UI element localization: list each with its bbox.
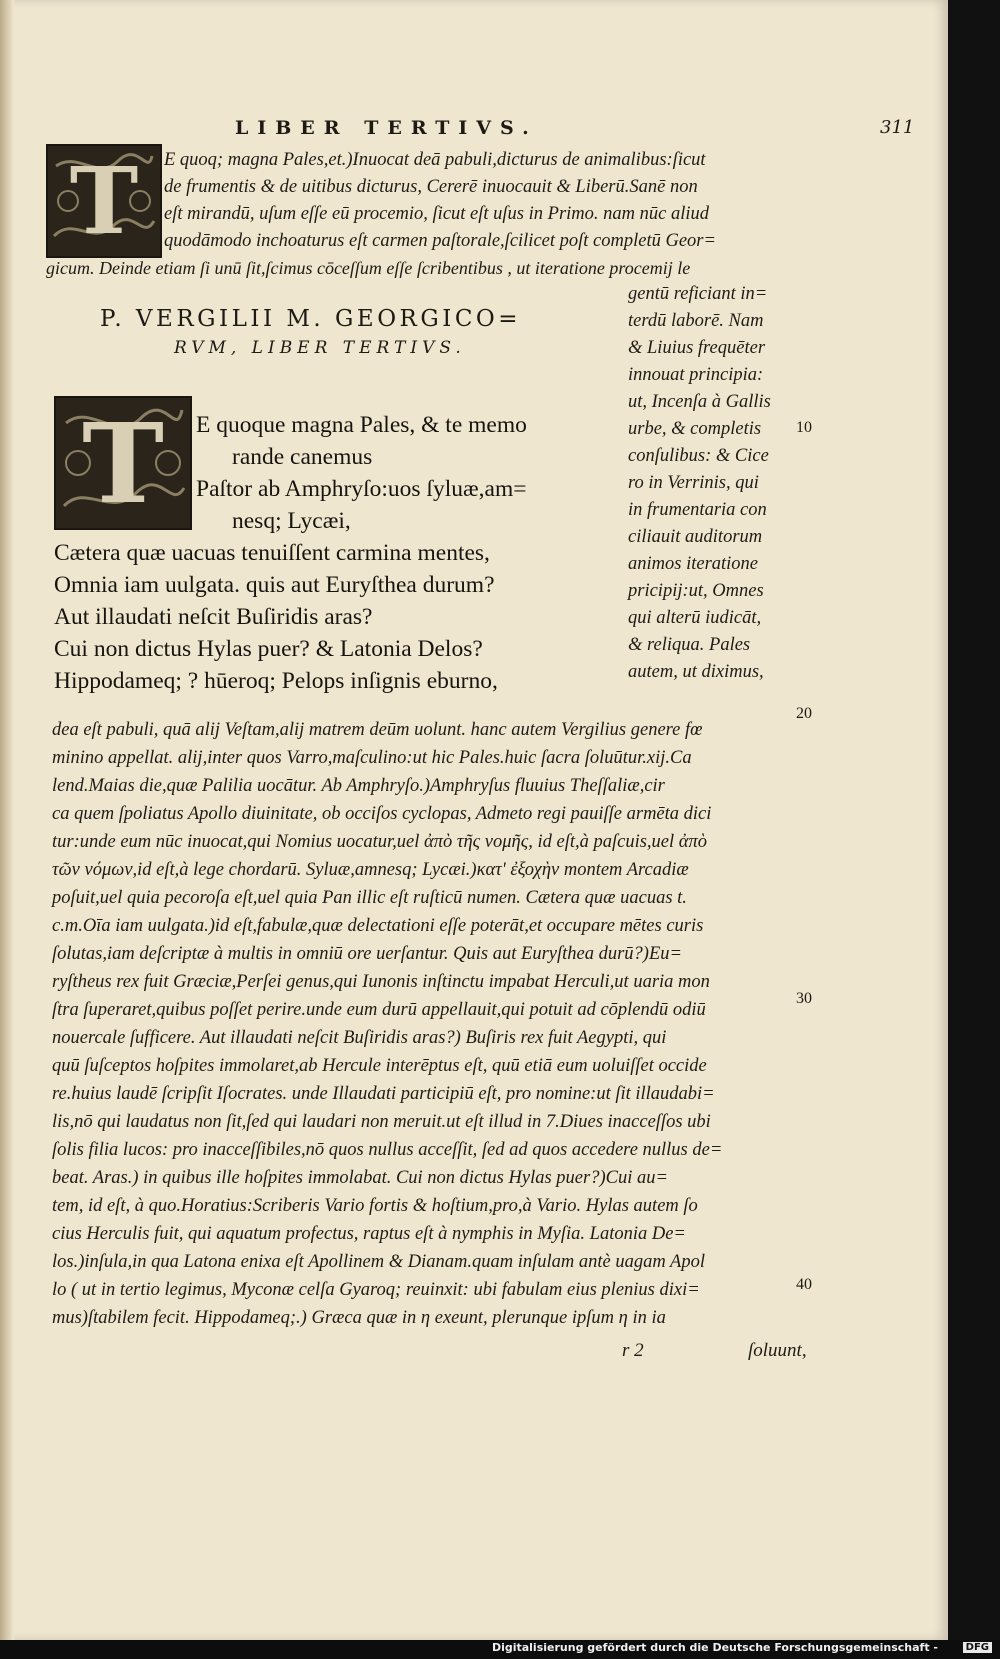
decorated-initial-commentary bbox=[46, 144, 162, 258]
side-commentary-line: ro in Verrinis, qui bbox=[628, 473, 759, 493]
commentary-line: ſolutas,iam deſcriptæ à multis in omniū ore uerſantur. Quis aut Euryſthea durū?)Eu= bbox=[52, 944, 682, 964]
commentary-line: tur:unde eum nūc inuocat,qui Nomius uocatur,uel ἀπὸ τῆς νομῆς, id eſt,à paſcuis,uel ἀπὸ bbox=[52, 832, 708, 852]
commentary-line: lo ( ut in tertio legimus, Myconæ celſa Gyaroq; reuinxit: ubi fabulam eius plenius dixi= bbox=[52, 1280, 700, 1300]
commentary-top-line-4: quodāmodo inchoaturus eſt carmen paſtorale,ſcilicet poſt completū Geor= bbox=[164, 231, 716, 251]
commentary-top-line-3: eſt mirandū, uſum eſſe eū procemio, ſicut eſt uſus in Primo. nam nūc aliud bbox=[164, 204, 709, 224]
side-commentary-line: in frumentaria con bbox=[628, 500, 767, 520]
side-commentary-line: ciliauit auditorum bbox=[628, 527, 763, 547]
commentary-line: ca quem ſpoliatus Apollo diuinitate, ob occiſos cyclopas, Admeto regi pauiſſe armēta dici bbox=[52, 804, 712, 824]
side-commentary-line: terdū laborē. Nam bbox=[628, 311, 764, 331]
side-commentary-line: & reliqua. Pales bbox=[628, 635, 751, 655]
side-commentary-line: urbe, & completis bbox=[628, 419, 762, 439]
funding-credit: Digitalisierung gefördert durch die Deutsche Forschungsgemeinschaft - bbox=[491, 1641, 938, 1654]
folio-number: 311 bbox=[880, 117, 915, 138]
line-number: 40 bbox=[796, 1276, 812, 1293]
verse-line-6: Omnia iam uulgata. quis aut Euryſthea durum? bbox=[54, 572, 495, 598]
line-number: 20 bbox=[796, 705, 812, 722]
commentary-line: lis,nō qui laudatus non ſit,ſed qui laudari non meruit.ut eſt illud in 7.Diues inacceſſos ubi bbox=[52, 1112, 711, 1132]
line-number: 10 bbox=[796, 419, 812, 436]
side-commentary-line: ut, Incenſa à Gallis bbox=[628, 392, 771, 412]
commentary-line: los.)inſula,in qua Latona enixa eſt Apollinem & Dianam.quam inſulam antè uagam Apol bbox=[52, 1252, 705, 1272]
commentary-line: cius Herculis fuit, qui aquatum profectus, raptus eſt à nymphis in Myſia. Latonia De= bbox=[52, 1224, 686, 1244]
commentary-top-line-5: gicum. Deinde etiam ſi unū ſit,ſcimus cōceſſum eſſe ſcribentibus , ut iteratione procemij le bbox=[46, 258, 691, 278]
commentary-line: ryſtheus rex fuit Græciæ,Perſei genus,qui Iunonis inſtinctu impabat Herculi,ut uaria mon bbox=[52, 972, 710, 992]
catchword: ſoluunt, bbox=[748, 1340, 807, 1361]
verse-line-9: Hippodameq; ? hūeroq; Pelops inſignis eburno, bbox=[54, 668, 498, 694]
signature-mark: r 2 bbox=[622, 1340, 644, 1361]
commentary-top-line-2: de frumentis & de uitibus dicturus, Cererē inuocauit & Liberū.Sanē non bbox=[164, 177, 698, 197]
commentary-top-line-1: E quoq; magna Pales,et.)Inuocat deā pabuli,dicturus de animalibus:ſicut bbox=[164, 150, 706, 170]
book-title-line-1: P. VERGILII M. GEORGICO= bbox=[100, 306, 522, 332]
initial-letter: T bbox=[82, 398, 164, 528]
side-commentary-line: innouat principia: bbox=[628, 365, 764, 385]
commentary-line: c.m.Oīa iam uulgata.)id eſt,fabulæ,quæ delectationi eſſe poterāt,et occupare mētes curis bbox=[52, 916, 704, 936]
side-commentary-line: gentū reficiant in= bbox=[628, 284, 768, 304]
verse-line-8: Cui non dictus Hylas puer? & Latonia Delos? bbox=[54, 636, 483, 662]
book-title-line-2: RVM, LIBER TERTIVS. bbox=[174, 338, 466, 358]
verse-line-7: Aut illaudati neſcit Buſiridis aras? bbox=[54, 604, 373, 630]
commentary-line: lend.Maias die,quæ Palilia uocātur. Ab Amphryſo.)Amphryſus fluuius Theſſaliæ,cir bbox=[52, 776, 665, 796]
commentary-line: ſolis filia lucos: pro inacceſſibiles,nō quos nullus acceſſit, ſed ad quos accedere nullus de= bbox=[52, 1140, 723, 1160]
commentary-line: minino appellat. alij,inter quos Varro,maſculino:ut hic Pales.huic ſacra ſoluūtur.xij.Ca bbox=[52, 748, 692, 768]
dfg-logo: DFG bbox=[963, 1642, 992, 1653]
commentary-line: tem, id eſt, à quo.Horatius:Scriberis Vario fortis & hoſtium,pro,à Vario. Hylas autem ſo bbox=[52, 1196, 698, 1216]
commentary-line: re.huius laudē ſcripſit Iſocrates. unde Illaudati participiū eſt, pro nomine:ut ſit illaudabi= bbox=[52, 1084, 715, 1104]
commentary-line: quū ſuſceptos hoſpites immolaret,ab Hercule interēptus eſt, quū etiā eum uoluiſſet occide bbox=[52, 1056, 707, 1076]
verse-line-5: Cætera quæ uacuas tenuiſſent carmina mentes, bbox=[54, 540, 490, 566]
commentary-line: ſtra ſuperaret,quibus poſſet perire.unde eum durū appellauit,qui potuit ad cōplendū odiū bbox=[52, 1000, 706, 1020]
side-commentary-line: autem, ut diximus, bbox=[628, 662, 764, 682]
side-commentary-line: pricipij:ut, Omnes bbox=[628, 581, 764, 601]
side-commentary-line: conſulibus: & Cice bbox=[628, 446, 769, 466]
verse-line-2: rande canemus bbox=[232, 444, 373, 470]
side-commentary-line: & Liuius frequēter bbox=[628, 338, 766, 358]
verse-line-4: nesq; Lycæi, bbox=[232, 508, 351, 534]
commentary-line: poſuit,uel quia pecoroſa eſt,uel quia Pan illic eſt ruſticū numen. Cætera quæ uacuas t. bbox=[52, 888, 687, 908]
commentary-line: τῶν νόμων,id eſt,à lege chordarū. Syluæ,amnesq; Lycæi.)κατ' ἐξοχὴν montem Arcadiæ bbox=[52, 860, 689, 880]
commentary-line: beat. Aras.) in quibus ille hoſpites immolabat. Cui non dictus Hylas puer?)Cui au= bbox=[52, 1168, 668, 1188]
side-commentary-line: qui alterū iudicāt, bbox=[628, 608, 762, 628]
side-commentary-line: animos iteratione bbox=[628, 554, 759, 574]
line-number: 30 bbox=[796, 990, 812, 1007]
verse-line-3: Paſtor ab Amphryſo:uos ſyluæ,am= bbox=[196, 476, 527, 502]
commentary-line: mus)ſtabilem fecit. Hippodameq;.) Græca quæ in η exeunt, plerunque ipſum η in ia bbox=[52, 1308, 666, 1328]
initial-letter: T bbox=[69, 147, 139, 255]
verse-line-1: E quoque magna Pales, & te memo bbox=[196, 412, 527, 438]
commentary-line: dea eſt pabuli, quā alij Veſtam,alij matrem deūm uolunt. hanc autem Vergilius genere fœ bbox=[52, 720, 703, 740]
commentary-line: nouercale ſufficere. Aut illaudati neſcit Buſiridis aras?) Buſiris rex fuit Aegypti, qui bbox=[52, 1028, 667, 1048]
running-title: LIBER TERTIVS. bbox=[235, 117, 538, 139]
decorated-initial-verse bbox=[54, 396, 192, 530]
page-spine-shadow bbox=[0, 0, 14, 1640]
